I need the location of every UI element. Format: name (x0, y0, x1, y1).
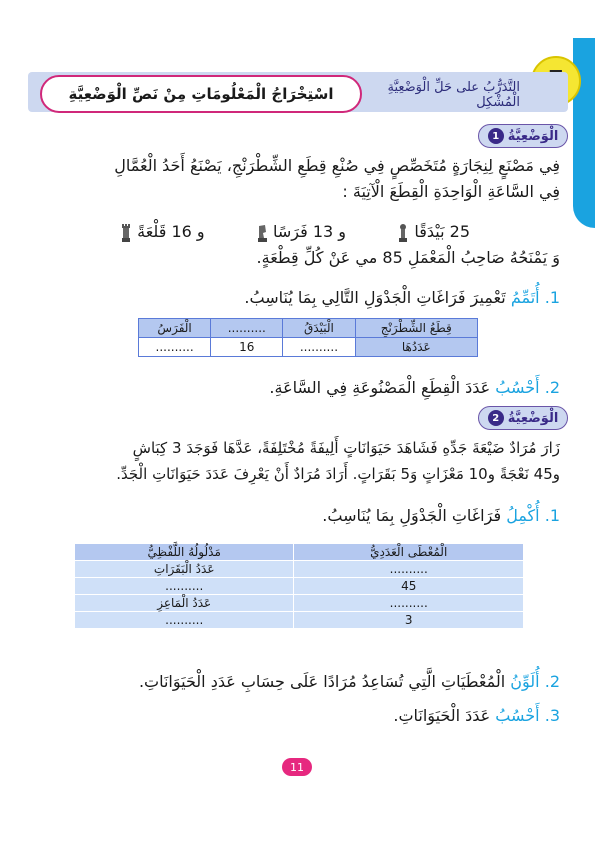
table-cell: .......... (75, 612, 294, 629)
pieces-rook (120, 220, 205, 244)
table-cell: 3 (294, 612, 524, 629)
table-cell: .......... (75, 578, 294, 595)
situation-2-label (478, 406, 568, 430)
situation-2-question-3 (30, 704, 560, 728)
question-number: 3. (544, 706, 560, 725)
lesson-title (40, 75, 362, 113)
situation-1-line-1: فِي مَصْنَعٍ لِنِجَارَةٍ مُتَخَصِّصٍ فِي صُنْعِ قِطَعِ الشِّطْرَنْجِ، يَصْنَعُ أَحَدُ الْعُمَّالِ (114, 156, 560, 175)
situation-2-line-2: و45 نَعْجَةً و10 مَعْزَاتٍ وَ5 بَقَرَاتٍ. أَرَادَ مُرَادٌ أَنْ يَعْرِفَ عَدَدَ حَيَوَانَاتِ الْجَدِّ. (116, 465, 560, 483)
chess-pieces-list (120, 220, 470, 244)
situation-label-text: الْوَضْعِيَّةُ (507, 128, 559, 144)
animals-table (74, 543, 524, 629)
situation-label-text: الْوَضْعِيَّةُ (507, 410, 559, 426)
question-verb: أُلَوِّنُ (510, 672, 540, 691)
table-cell: عَدَدُ الْبَقَرَاتِ (75, 561, 294, 578)
table-cell: .......... (139, 338, 211, 357)
table-cell: .......... (294, 595, 524, 612)
situation-1-line-4: وَ يَمْنَحُهُ صَاحِبُ الْمَعْمَلِ 85 مي عَنْ كُلِّ قِطْعَةٍ. (256, 248, 560, 267)
page-number: 11 (282, 758, 312, 776)
lesson-title-text: اسْتِخْرَاجُ الْمَعْلُومَاتِ مِنْ نَصِّ الْوَضْعِيَّةِ (68, 85, 334, 103)
table-row (75, 612, 524, 629)
situation-1-line-2: فِي السَّاعَةِ الْوَاحِدَةِ الْقِطَعَ الْآتِيَةَ : (342, 182, 560, 201)
table-cell: عَدَدُ الْمَاعِزِ (75, 595, 294, 612)
question-number: 2. (544, 672, 560, 691)
situation-number: 2 (488, 410, 504, 426)
question-number: 1. (544, 506, 560, 525)
question-verb: أَحْسُبُ (495, 706, 540, 725)
table-row (75, 595, 524, 612)
situation-1-question-2 (30, 376, 560, 400)
table-cell: 16 (211, 338, 283, 357)
situation-2-question-1 (30, 504, 560, 528)
question-verb: أُتَمِّمُ (510, 288, 540, 307)
question-verb: أَحْسُبُ (495, 378, 540, 397)
rook-count: و 16 قَلْعَةً (137, 222, 205, 241)
rook-icon (120, 223, 132, 243)
chess-table (138, 318, 478, 357)
table-row (75, 561, 524, 578)
table-cell: الْفَرَسُ (139, 319, 211, 338)
situation-1-label (478, 124, 568, 148)
knight-count: و 13 فَرَسًا (272, 222, 346, 241)
question-verb: أُكْمِلُ (506, 506, 540, 525)
table-cell: .......... (283, 338, 355, 357)
question-text: فَرَاغَاتِ الْجَدْوَلِ بِمَا يُنَاسِبُ. (322, 506, 502, 525)
question-text: الْمُعْطَيَاتِ الَّتِي تُسَاعِدُ مُرَادًا عَلَى حِسَابِ عَدَدِ الْحَيَوَانَاتِ. (138, 672, 506, 691)
pawn-icon (397, 223, 409, 243)
table-row (139, 338, 478, 357)
topic-title: التَّدَرُّبُ على حَلِّ الْوَضْعِيَّةِ الْمُشْكِل (387, 80, 520, 110)
situation-2-line-1: زَارَ مُرَادٌ ضَيْعَةَ جَدِّهِ فَشَاهَدَ حَيَوَانَاتٍ أَلِيفَةً مُخْتَلِفَةً، عَدَّهَا فَوَجَدَ 3 كِبَاشٍ (132, 439, 560, 457)
question-text: عَدَدَ الْحَيَوَانَاتِ. (393, 706, 491, 725)
table-cell: .......... (294, 561, 524, 578)
table-row (139, 319, 478, 338)
table-cell: قِطَعُ الشِّطْرَنْجِ (355, 319, 477, 338)
question-text: تَعْمِيرَ فَرَاغَاتِ الْجَدْوَلِ التَّالِي بِمَا يُنَاسِبُ. (244, 288, 506, 307)
pieces-pawn (397, 220, 470, 244)
table-cell: 45 (294, 578, 524, 595)
situation-1-question-1 (30, 286, 560, 310)
table-cell: .......... (211, 319, 283, 338)
question-number: 2. (544, 378, 560, 397)
table-cell: عَدَدُهَا (355, 338, 477, 357)
knight-icon (256, 223, 268, 243)
table-row (75, 578, 524, 595)
situation-2-question-2 (30, 670, 560, 694)
question-text: عَدَدَ الْقِطَعِ الْمَصْنُوعَةِ فِي السَّاعَةِ. (269, 378, 491, 397)
pawn-count: 25 بَيْدَقًا (414, 222, 470, 241)
question-number: 1. (544, 288, 560, 307)
pieces-knight (256, 220, 346, 244)
table-header-cell: الْمُعْطَى الْعَدَدِيُّ (294, 544, 524, 561)
situation-number: 1 (488, 128, 504, 144)
table-header-cell: مَدْلُولُهُ اللَّفْظِيُّ (75, 544, 294, 561)
table-row (75, 544, 524, 561)
table-cell: الْبَيْدَقُ (283, 319, 355, 338)
